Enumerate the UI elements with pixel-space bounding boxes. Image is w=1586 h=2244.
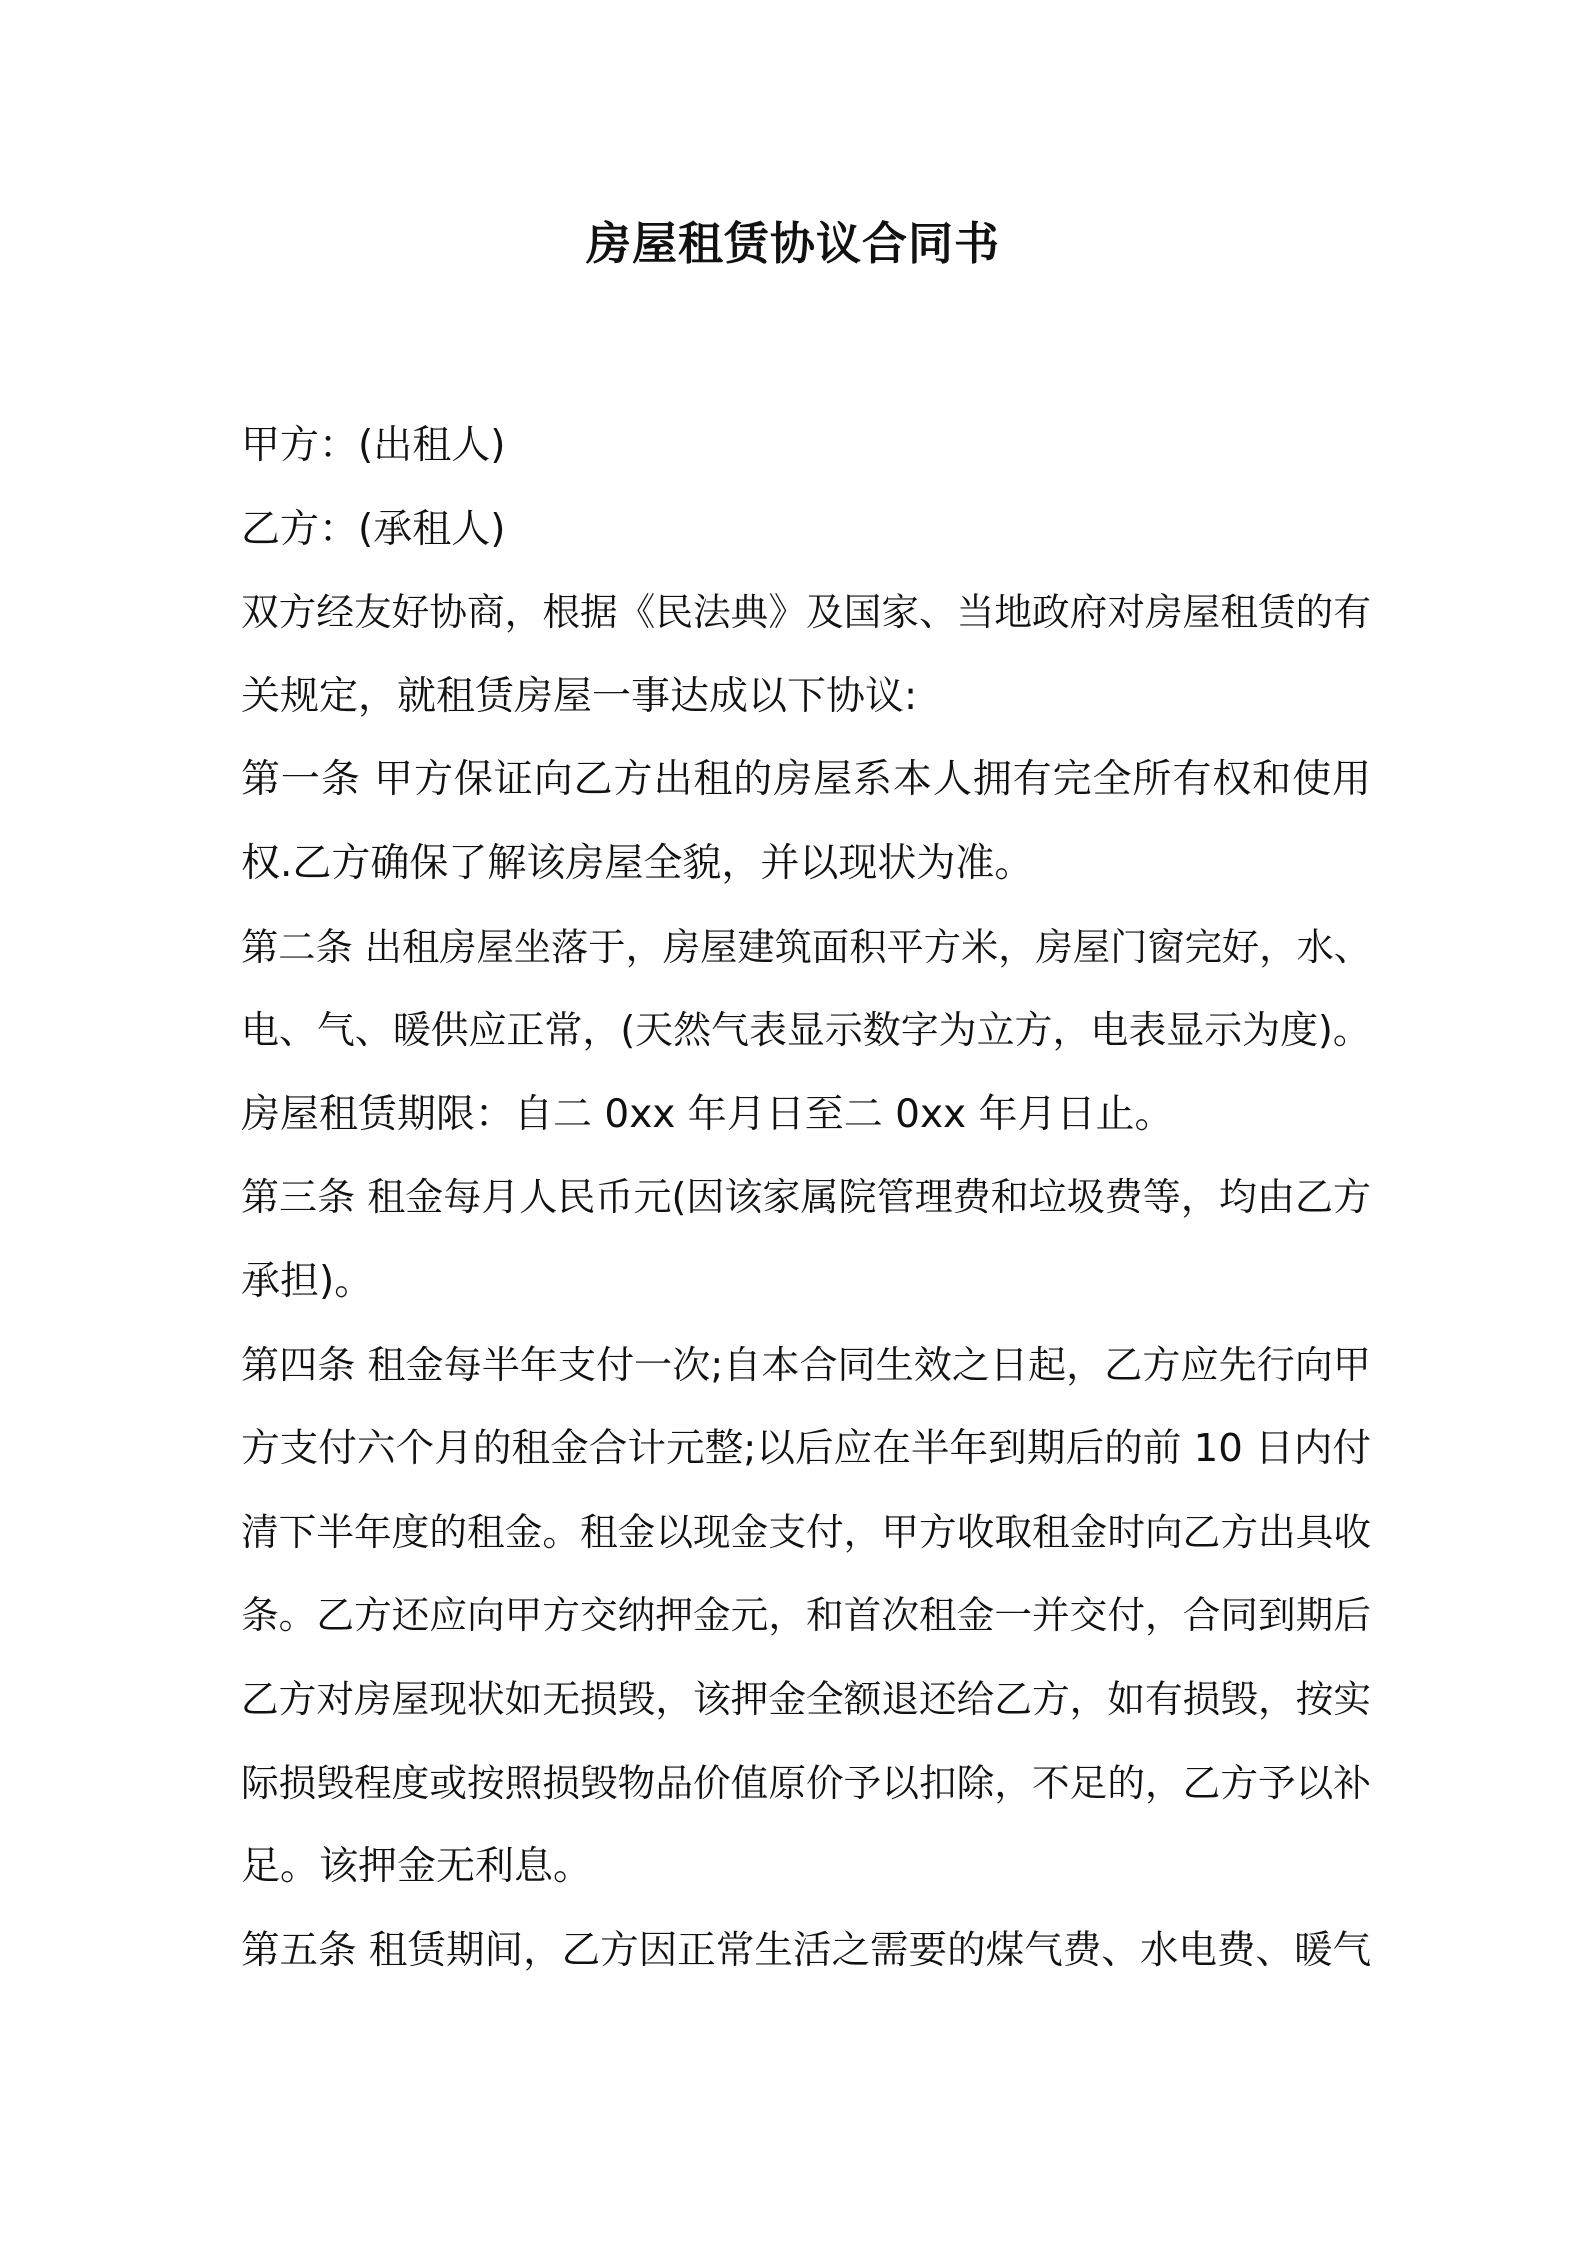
text-line: 第一条 甲方保证向乙方出租的房屋系本人拥有完全所有权和使用 (241, 757, 1371, 803)
text-line: 承担)。 (241, 1258, 374, 1304)
text-line: 第五条 租赁期间，乙方因正常生活之需要的煤气费、水电费、暖气 (241, 1927, 1372, 1973)
text-line: 第二条 出租房屋坐落于，房屋建筑面积平方米，房屋门窗完好，水、 (241, 924, 1371, 969)
text-line: 甲方：(出租人) (241, 423, 506, 468)
text-line: 关规定，就租赁房屋一事达成以下协议: (241, 673, 918, 719)
text-line: 第四条 租金每半年支付一次;自本合同生效之日起，乙方应先行向甲 (241, 1342, 1371, 1387)
text-line: 双方经友好协商，根据《民法典》及国家、当地政府对房屋租赁的有 (241, 590, 1371, 635)
text-line: 条。乙方还应向甲方交纳押金元，和首次租金一并交付，合同到期后 (241, 1593, 1371, 1638)
text-line: 际损毁程度或按照损毁物品价值原价予以扣除，不足的，乙方予以补 (241, 1760, 1371, 1805)
text-line: 房屋租赁期限：自二 0xx 年月日至二 0xx 年月日止。 (241, 1091, 1174, 1137)
text-line: 乙方对房屋现状如无损毁，该押金全额退还给乙方，如有损毁，按实 (241, 1676, 1371, 1721)
text-line: 第三条 租金每月人民币元(因该家属院管理费和垃圾费等，均由乙方 (241, 1175, 1371, 1220)
text-line: 权.乙方确保了解该房屋全貌，并以现状为准。 (241, 840, 1034, 886)
document-title: 房屋租赁协议合同书 (585, 217, 1000, 270)
text-line: 乙方：(承租人) (241, 506, 506, 552)
text-line: 清下半年度的租金。租金以现金支付，甲方收取租金时向乙方出具收 (241, 1509, 1371, 1554)
text-line: 方支付六个月的租金合计元整;以后应在半年到期后的前 10 日内付 (241, 1426, 1371, 1472)
text-line: 电、气、暖供应正常，(天然气表显示数字为立方，电表显示为度)。 (241, 1008, 1371, 1053)
text-line: 足。该押金无利息。 (241, 1844, 593, 1890)
document-body (241, 404, 1371, 1992)
